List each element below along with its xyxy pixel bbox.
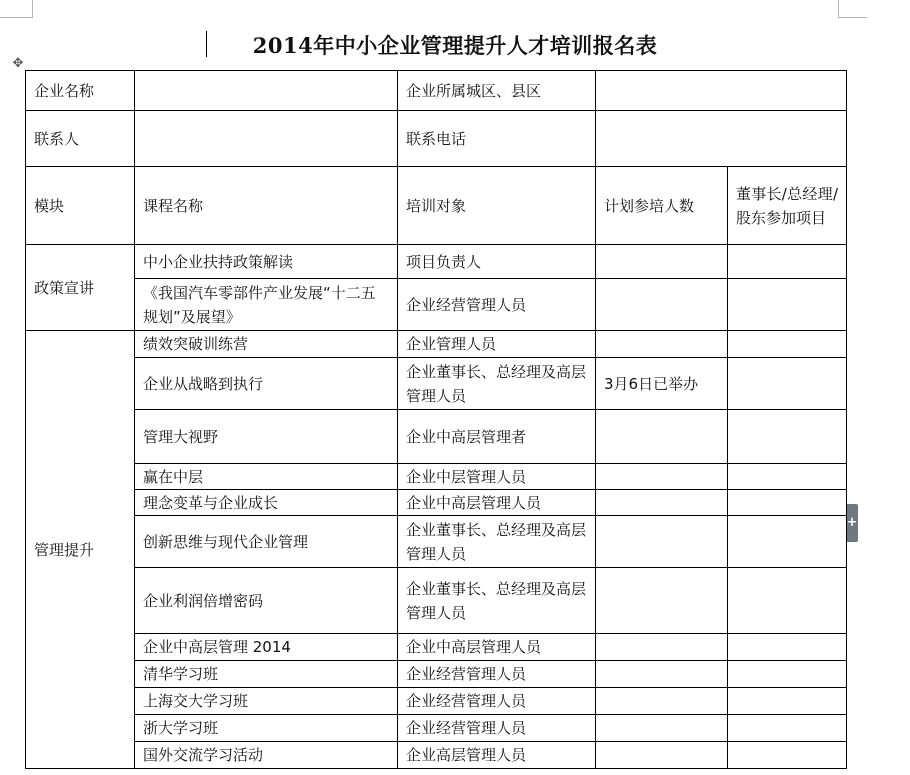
planned-count-cell[interactable] xyxy=(596,331,728,358)
course-name: 理念变革与企业成长 xyxy=(135,490,398,516)
table-row xyxy=(26,410,847,464)
column-header-audience: 培训对象 xyxy=(398,167,596,245)
chairman-cell[interactable] xyxy=(728,279,847,331)
table-row xyxy=(26,661,847,688)
column-header-chairman: 董事长/总经理/股东参加项目 xyxy=(728,167,847,245)
chairman-cell[interactable] xyxy=(728,568,847,634)
chairman-cell[interactable] xyxy=(728,464,847,490)
chairman-cell[interactable] xyxy=(728,358,847,410)
contact-field[interactable] xyxy=(135,111,398,167)
chairman-cell[interactable] xyxy=(728,688,847,715)
course-name: 管理大视野 xyxy=(135,410,398,464)
column-header-planned-count: 计划参培人数 xyxy=(596,167,728,245)
table-move-handle-icon[interactable]: ✥ xyxy=(12,56,24,71)
course-name: 创新思维与现代企业管理 xyxy=(135,516,398,568)
planned-count-cell[interactable] xyxy=(596,568,728,634)
course-audience: 企业中高层管理人员 xyxy=(398,490,596,516)
course-name: 浙大学习班 xyxy=(135,715,398,742)
table-row xyxy=(26,568,847,634)
page-title: 2014年中小企业管理提升人才培训报名表 xyxy=(252,33,658,58)
chairman-cell[interactable] xyxy=(728,634,847,661)
table-row xyxy=(26,742,847,769)
course-name: 企业利润倍增密码 xyxy=(135,568,398,634)
planned-count-cell[interactable]: 3月6日已举办 xyxy=(596,358,728,410)
module-name: 管理提升 xyxy=(26,331,135,769)
course-name: 国外交流学习活动 xyxy=(135,742,398,769)
course-audience: 企业中高层管理人员 xyxy=(398,634,596,661)
add-row-handle-icon[interactable]: + xyxy=(846,504,858,542)
course-name: 中小企业扶持政策解读 xyxy=(135,245,398,279)
chairman-cell[interactable] xyxy=(728,410,847,464)
chairman-cell[interactable] xyxy=(728,742,847,769)
course-audience: 企业经营管理人员 xyxy=(398,715,596,742)
chairman-cell[interactable] xyxy=(728,245,847,279)
table-row xyxy=(26,111,847,167)
page-corner-marker-top-left xyxy=(0,0,33,18)
planned-count-cell[interactable] xyxy=(596,661,728,688)
course-audience: 企业高层管理人员 xyxy=(398,742,596,769)
table-row xyxy=(26,715,847,742)
course-name: 企业中高层管理 2014 xyxy=(135,634,398,661)
course-name: 企业从战略到执行 xyxy=(135,358,398,410)
column-header-module: 模块 xyxy=(26,167,135,245)
course-name: 清华学习班 xyxy=(135,661,398,688)
course-audience: 企业董事长、总经理及高层管理人员 xyxy=(398,358,596,410)
course-audience: 企业中层管理人员 xyxy=(398,464,596,490)
chairman-cell[interactable] xyxy=(728,661,847,688)
planned-count-cell[interactable] xyxy=(596,490,728,516)
chairman-cell[interactable] xyxy=(728,490,847,516)
page-corner-marker-top-right xyxy=(838,0,867,18)
company-name-label: 企业名称 xyxy=(26,71,135,111)
table-row xyxy=(26,634,847,661)
course-name: 赢在中层 xyxy=(135,464,398,490)
planned-count-cell[interactable] xyxy=(596,245,728,279)
planned-count-cell[interactable] xyxy=(596,742,728,769)
contact-label: 联系人 xyxy=(26,111,135,167)
planned-count-cell[interactable] xyxy=(596,279,728,331)
course-name: 《我国汽车零部件产业发展“十二五规划”及展望》 xyxy=(135,279,398,331)
table-row xyxy=(26,688,847,715)
column-header-course: 课程名称 xyxy=(135,167,398,245)
company-district-label: 企业所属城区、县区 xyxy=(398,71,596,111)
course-name: 上海交大学习班 xyxy=(135,688,398,715)
table-row xyxy=(26,245,847,279)
registration-table xyxy=(25,70,847,769)
module-name: 政策宣讲 xyxy=(26,245,135,331)
company-name-field[interactable] xyxy=(135,71,398,111)
course-audience: 企业经营管理人员 xyxy=(398,279,596,331)
company-district-field[interactable] xyxy=(596,71,847,111)
table-row xyxy=(26,490,847,516)
phone-label: 联系电话 xyxy=(398,111,596,167)
table-row xyxy=(26,464,847,490)
table-row xyxy=(26,331,847,358)
table-row xyxy=(26,279,847,331)
chairman-cell[interactable] xyxy=(728,516,847,568)
phone-field[interactable] xyxy=(596,111,847,167)
chairman-cell[interactable] xyxy=(728,331,847,358)
planned-count-cell[interactable] xyxy=(596,516,728,568)
course-audience: 企业经营管理人员 xyxy=(398,661,596,688)
course-audience: 企业经营管理人员 xyxy=(398,688,596,715)
table-row xyxy=(26,516,847,568)
course-audience: 企业董事长、总经理及高层管理人员 xyxy=(398,568,596,634)
course-audience: 企业中高层管理者 xyxy=(398,410,596,464)
table-row xyxy=(26,358,847,410)
course-audience: 企业董事长、总经理及高层管理人员 xyxy=(398,516,596,568)
planned-count-cell[interactable] xyxy=(596,410,728,464)
table-header-row xyxy=(26,167,847,245)
planned-count-cell[interactable] xyxy=(596,464,728,490)
planned-count-cell[interactable] xyxy=(596,715,728,742)
course-audience: 项目负责人 xyxy=(398,245,596,279)
course-name: 绩效突破训练营 xyxy=(135,331,398,358)
planned-count-cell[interactable] xyxy=(596,688,728,715)
chairman-cell[interactable] xyxy=(728,715,847,742)
planned-count-cell[interactable] xyxy=(596,634,728,661)
table-row xyxy=(26,71,847,111)
course-audience: 企业管理人员 xyxy=(398,331,596,358)
